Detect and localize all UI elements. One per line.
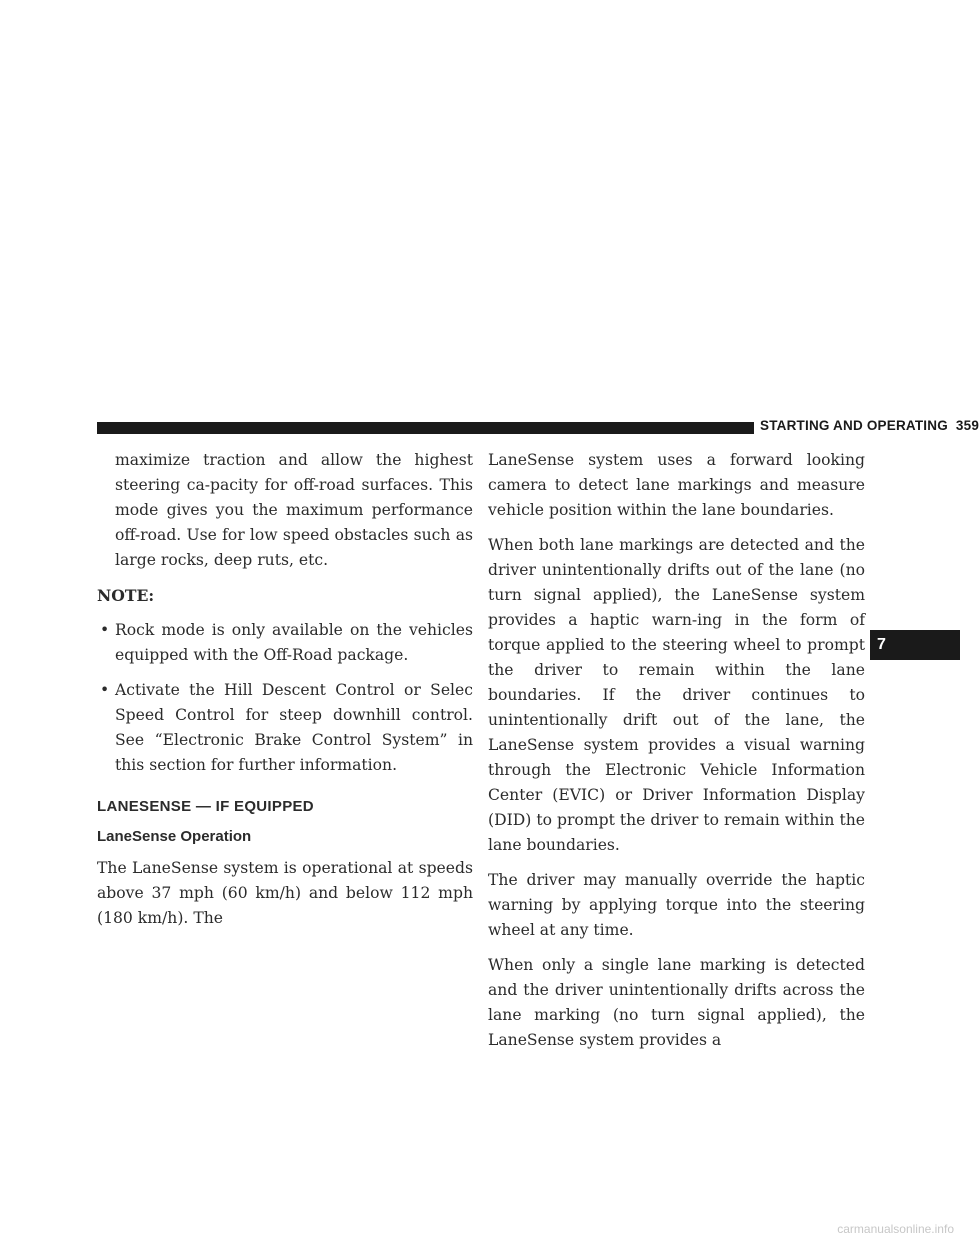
running-header	[760, 418, 979, 433]
header-rule	[97, 422, 754, 434]
body-paragraph: LaneSense system uses a forward looking camera to detect lane markings and measure vehicle position within the lane boundaries.	[488, 451, 865, 519]
subsection-heading: LaneSense Operation	[97, 828, 252, 845]
note-list	[97, 618, 473, 778]
body-paragraph: When both lane markings are detected and the driver unintentionally drifts out of the lane (no turn signal applied), the LaneSense system provides a haptic warn-ing in the form of torque applied to the steering wheel to prompt the driver to remain within the lane boundaries. If the driver continues to unintentionally drift out of the lane, the LaneSense system provides a visual warning through the Electronic Vehicle Information Center (EVIC) or Driver Information Display (DID) to prompt the driver to remain within the lane boundaries.	[488, 536, 865, 854]
chapter-tab: 7	[870, 630, 960, 660]
list-item	[97, 618, 473, 668]
body-paragraph: When only a single lane marking is detected and the driver unintentionally drifts across the lane marking (no turn signal applied), the LaneSense system provides a	[488, 956, 865, 1049]
list-item-text: Rock mode is only available on the vehicles equipped with the Off-Road package.	[115, 621, 473, 664]
body-paragraph: The driver may manually override the haptic warning by applying torque into the steering wheel at any time.	[488, 871, 865, 939]
page-number: 359	[955, 418, 979, 433]
section-title: STARTING AND OPERATING	[760, 418, 948, 433]
right-column	[488, 448, 865, 1063]
section-heading: LANESENSE — IF EQUIPPED	[97, 798, 314, 815]
bullet-icon: •	[100, 681, 110, 699]
note-label: NOTE:	[97, 586, 155, 605]
left-column	[97, 448, 473, 941]
continuation-paragraph: maximize traction and allow the highest steering ca-pacity for off-road surfaces. This mode gives you the maximum performance off-road. Use for low speed obstacles such as large rocks, deep ruts, etc.	[115, 451, 473, 569]
list-item-text: Activate the Hill Descent Control or Selec Speed Control for steep downhill control. See “Electronic Brake Control System” in this section for further information.	[115, 681, 473, 774]
watermark: carmanualsonline.info	[837, 1222, 954, 1236]
bullet-icon: •	[100, 621, 110, 639]
body-paragraph: The LaneSense system is operational at speeds above 37 mph (60 km/h) and below 112 mph (180 km/h). The	[97, 859, 473, 927]
list-item	[97, 678, 473, 778]
